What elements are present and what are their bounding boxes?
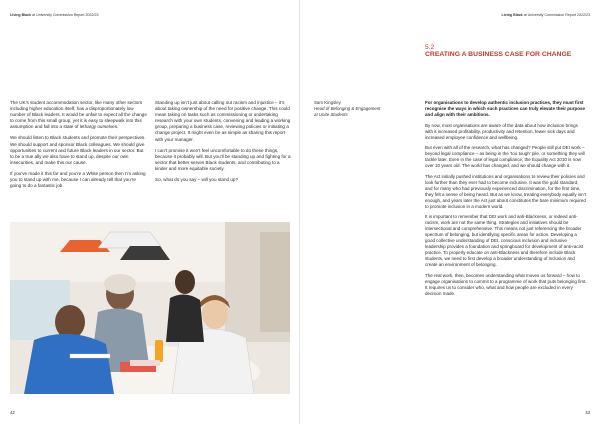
report-title: at University Commission Report 2022/23 — [32, 13, 99, 17]
paragraph: We should listen to Black students and promote their perspectives. We should support and sponsor Black colleagues. We should give opportunities to current and future Black leaders in our sector. But to be a true ally we also have to stand up, despite our own insecurities, and make this our cause. — [10, 135, 146, 165]
report-title: at University Commission Report 2022/23 — [523, 13, 590, 17]
paragraph: By now, most organisations are aware of the data about how inclusion brings with it increased profitability, productivity and retention, fewer sick days and increased employee confidence and wellbeing. — [425, 122, 578, 140]
section-title: CREATING A BUSINESS CASE FOR CHANGE — [425, 51, 572, 58]
students-photo-icon — [10, 222, 290, 394]
paragraph: It is important to remember that DEI work and anti-Blackness, or indeed anti-racism, work are not the same thing. Strategies and initiatives should be intersectional and comprehensive. This means not just referencing the broader spectrum of belonging, but identifying specific areas for action. Developing a good collective understanding of DEI, conscious inclusion and inclusive leadership provides a foundation and springboard for development of anti-racist practice. To properly educate on anti-Blackness and therefore include Black students, we need to first develop a broader understanding of inclusion and create an environment of belonging. — [425, 214, 584, 268]
lead-paragraph: For organisations to develop authentic inclusion practices, they must first recognise the ways in which such practices can truly elevate their purpose and align with their ambitions. — [425, 100, 586, 117]
author-org: at Unite Students — [314, 112, 348, 117]
paragraph: If you’ve made it this far and you’re a White person then I’m asking you to stand up with me, because I can already tell that you’re going to do a fantastic job. — [10, 170, 146, 189]
paragraph: I can’t promise it won’t feel uncomfortable to do these things, because it probably will. But you’ll be standing up and fighting for a sector that better serves Black students, and contributing to a kinder and more equitable society. — [155, 147, 291, 171]
left-page — [0, 0, 299, 424]
paragraph: The Act initially pushed institutions and organisations to review their policies and look further than they ever had to become inclusive. It was the gold standard, and for many who had previously experienced discrimination, for the first time, they felt a sense of being heard. But as we know, treating everybody equally isn’t enough, and years later the Act just about constitutes the bare minimum required to promote inclusion in a modern world. — [425, 173, 586, 209]
right-page — [300, 0, 600, 424]
paragraph: The real work, then, becomes understanding what moves us forward – how to engage organisations to commit to a programme of work that puts belonging first. It requires us to consider who, what and how people are excluded in every decision made. — [425, 272, 587, 296]
page-number-right: 43 — [585, 410, 590, 415]
publisher-name: Living Black — [10, 13, 32, 17]
paragraph: But even with all of the research, what has changed? People still put DEI work – beyond legal compliance – as being in the ‘too tough’ pile, or something they will tackle later. Even in the case of legal compliance, the Equality Act 2010 is now over 10 years old. The world has changed, and we should change with it. — [425, 145, 585, 169]
paragraph: Standing up isn’t just about calling out racism and injustice – it’s about taking ownership of the need for positive change. This could mean taking on tasks such as commissioning or undertaking research with your own students, convening and leading a working group, preparing a business case, reviewing policies or initiating a change project. It might even be as simple as sharing this report with your manager. — [155, 100, 291, 142]
author-attribution — [314, 100, 414, 118]
students-photo — [10, 222, 290, 394]
article-body — [425, 100, 587, 302]
author-name: Sam Kingsley — [314, 100, 341, 105]
paragraph: So, what do you say – will you stand up? — [155, 177, 238, 183]
running-head-right — [502, 13, 590, 17]
section-number: 5.2 — [425, 44, 435, 51]
author-role: Head of Belonging & Engagement — [314, 106, 381, 111]
body-column-2 — [155, 100, 292, 188]
publisher-name: Living Black — [501, 13, 523, 17]
page-number-left: 42 — [10, 410, 15, 415]
running-head-left — [10, 13, 98, 17]
body-column-1 — [10, 100, 147, 194]
paragraph: The UK’s student accommodation sector, like many other sectors including higher education itself, has a disproportionately low number of Black leaders. It would be unfair to expect all the change to come from this small group, yet it is easy to sleepwalk into this assumption and fall into a state of lethargy ourselves. — [10, 100, 147, 130]
